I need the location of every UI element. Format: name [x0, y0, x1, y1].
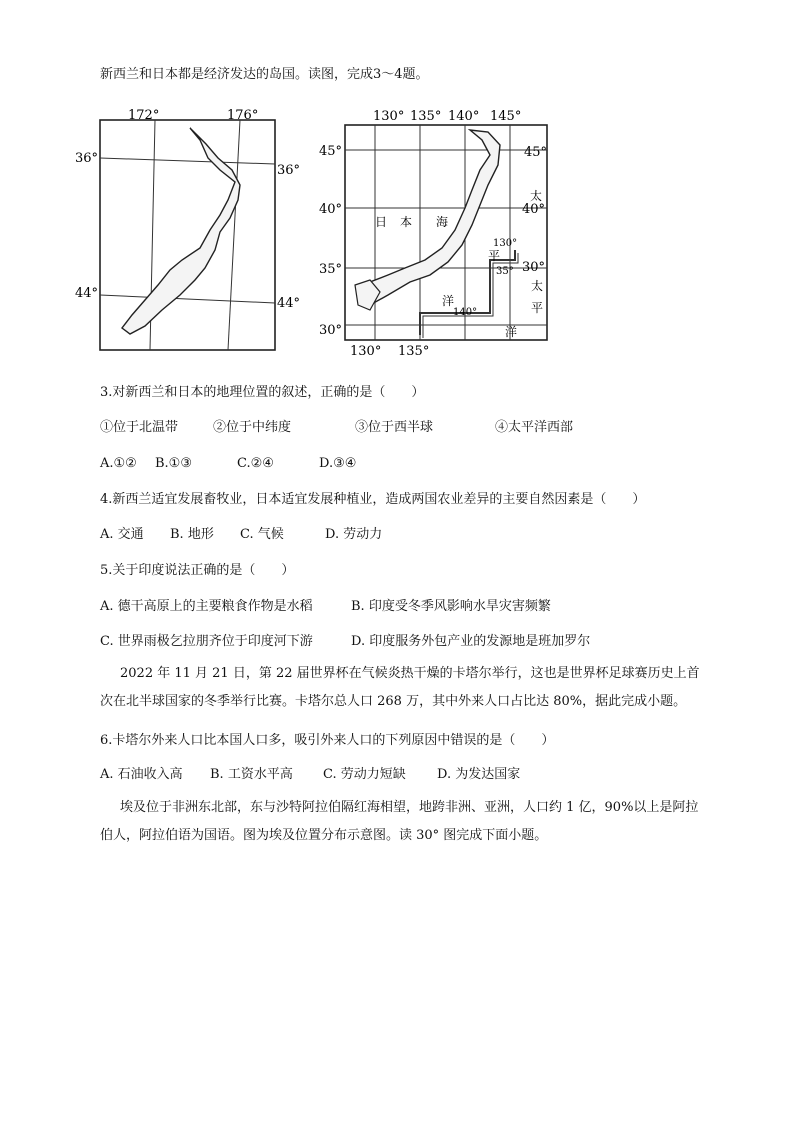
side-char-2: 平 [531, 301, 544, 315]
jp-lat-left-35: 35° [319, 262, 343, 277]
ocean2-char-1: 平 [488, 249, 501, 263]
new-zealand-map [75, 108, 300, 350]
q4-option-a: A. 交通 [100, 527, 144, 542]
side-char-3: 洋 [505, 325, 518, 339]
q6-option-b: B. 工资水平高 [210, 767, 293, 782]
q3-item-2: ②位于中纬度 [213, 420, 292, 435]
nz-lat-left-44: 44° [75, 286, 99, 301]
jp-inset-130: 130° [493, 238, 518, 249]
sea-char-2: 本 [400, 215, 413, 229]
q3-option-d: D.③④ [319, 456, 357, 471]
nz-lon-172: 172° [128, 108, 160, 123]
jp-lon-top-140: 140° [448, 109, 480, 124]
question-5-options-row1 [100, 598, 551, 616]
passage-qatar: 2022 年 11 月 21 日，第 22 届世界杯在气候炎热干燥的卡塔尔举行，这也是世界杯足球赛历史上首次在北半球国家的冬季举行比赛。卡塔尔总人口 268 万，其中外来人口占比达 80%，据此完成小题。 [100, 666, 700, 709]
jp-lat-left-30: 30° [319, 323, 343, 338]
question-4-stem: 4.新西兰适宜发展畜牧业，日本适宜发展种植业，造成两国农业差异的主要自然因素是（ ） [100, 492, 646, 507]
jp-lat-left-40: 40° [319, 202, 343, 217]
q3-option-c: C.②④ [237, 456, 274, 471]
q3-item-4: ④太平洋西部 [495, 420, 574, 435]
jp-inset-140: 140° [453, 307, 478, 318]
sea-char-1: 日 [375, 215, 388, 229]
q6-option-c: C. 劳动力短缺 [323, 767, 406, 782]
q3-option-b: B.①③ [155, 456, 192, 471]
jp-lon-top-145: 145° [490, 109, 522, 124]
maps-figure [70, 100, 570, 360]
question-3-items [100, 419, 573, 437]
nz-lat-left-36: 36° [75, 151, 99, 166]
jp-lon-bottom-135: 135° [398, 344, 430, 359]
jp-lon-top-135: 135° [410, 109, 442, 124]
question-6-stem: 6.卡塔尔外来人口比本国人口多，吸引外来人口的下列原因中错误的是（ ） [100, 733, 555, 748]
jp-lat-right-40: 40° [522, 202, 546, 217]
question-4-options [100, 526, 382, 544]
jp-lat-right-45: 45° [524, 145, 548, 160]
japan-map [319, 109, 547, 359]
jp-inset-35: 35° [496, 266, 514, 277]
q5-option-a: A. 德干高原上的主要粮食作物是水稻 [100, 599, 313, 614]
side-char-1: 太 [531, 279, 544, 293]
nz-lat-right-44: 44° [277, 296, 301, 311]
question-6-options [100, 766, 520, 784]
jp-lat-right-30: 30° [522, 260, 546, 275]
q4-option-c: C. 气候 [240, 527, 284, 542]
q5-option-d: D. 印度服务外包产业的发源地是班加罗尔 [351, 634, 591, 649]
q3-item-1: ①位于北温带 [100, 420, 179, 435]
question-5-options-row2 [100, 633, 590, 651]
intro-text: 新西兰和日本都是经济发达的岛国。读图，完成3～4题。 [100, 67, 429, 82]
question-5-stem: 5.关于印度说法正确的是（ ） [100, 563, 295, 578]
q5-option-b: B. 印度受冬季风影响水旱灾害频繁 [351, 599, 551, 614]
sea-char-3: 海 [436, 215, 449, 229]
ocean-char-1: 太 [530, 189, 543, 203]
jp-lon-bottom-130: 130° [350, 344, 382, 359]
ocean2-char-2: 洋 [442, 294, 455, 308]
question-3-stem: 3.对新西兰和日本的地理位置的叙述，正确的是（ ） [100, 385, 425, 400]
q3-item-3: ③位于西半球 [355, 420, 434, 435]
q6-option-d: D. 为发达国家 [437, 767, 521, 782]
nz-lon-176: 176° [227, 108, 259, 123]
q4-option-b: B. 地形 [170, 527, 214, 542]
jp-lat-left-45: 45° [319, 144, 343, 159]
passage-egypt: 埃及位于非洲东北部，东与沙特阿拉伯隔红海相望，地跨非洲、亚洲，人口约 1 亿，90%以上是阿拉伯人，阿拉伯语为国语。图为埃及位置分布示意图。读 30° 图完成下面小题。 [100, 800, 699, 843]
jp-lon-top-130: 130° [373, 109, 405, 124]
q5-option-c: C. 世界雨极乞拉朋齐位于印度河下游 [100, 634, 313, 649]
q6-option-a: A. 石油收入高 [100, 767, 183, 782]
question-3-options [100, 455, 356, 473]
q3-option-a: A.①② [100, 456, 137, 471]
nz-lat-right-36: 36° [277, 163, 301, 178]
q4-option-d: D. 劳动力 [325, 527, 383, 542]
